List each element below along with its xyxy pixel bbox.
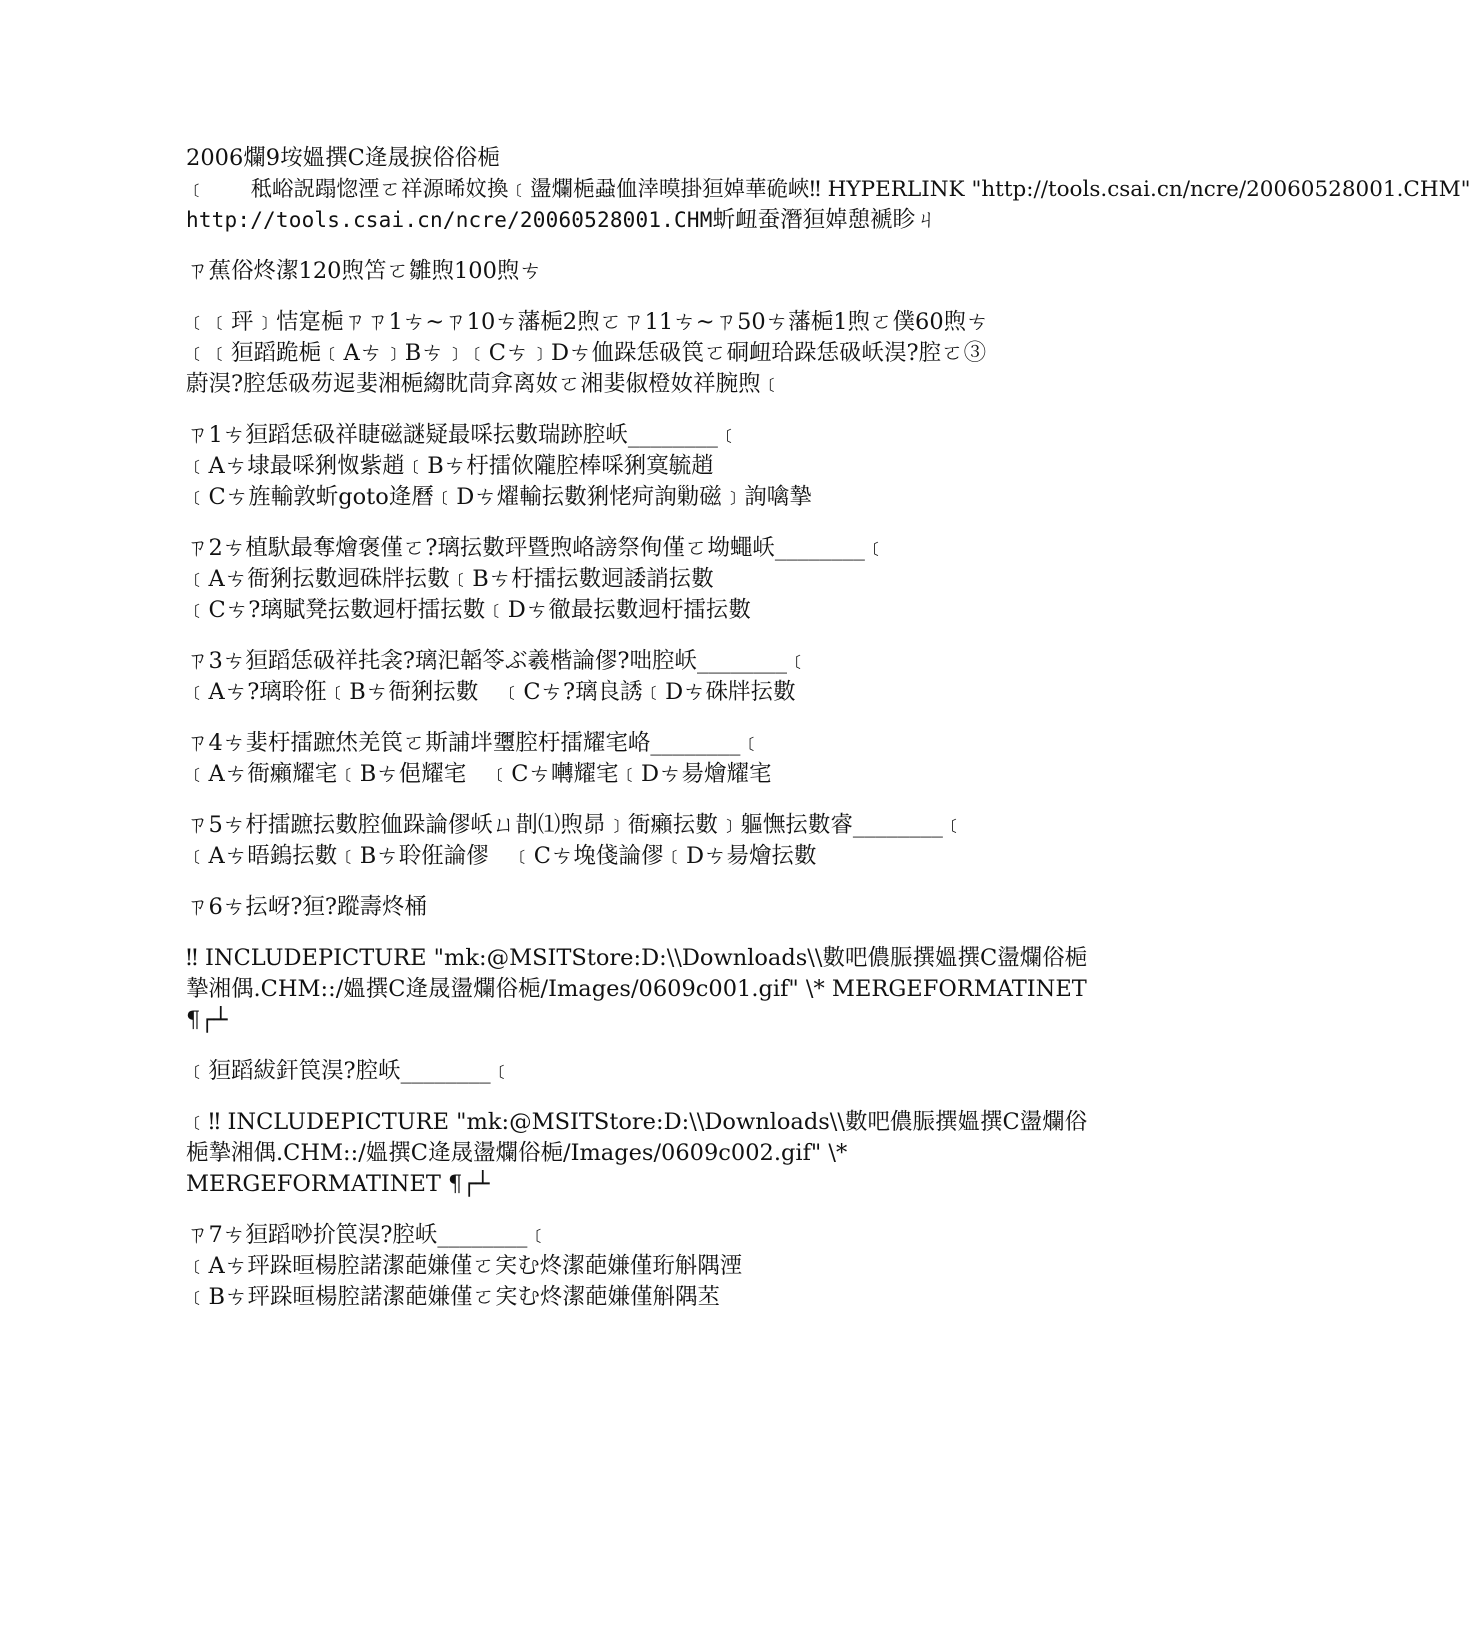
section-heading: ㄗ蕉俗炵潔120煦笘ㄛ雛煦100煦ㄘ	[186, 258, 542, 284]
question-1-options-cd: ﹝Cㄘ旌輸敦蚚goto逄曆﹝Dㄘ燿輸抎數猁恅疴詢勦磁﹞詢噙摯	[186, 484, 812, 510]
includepicture-field-1-line-2: 摯湘偶.CHM::/媼撰C逄晟盪爛俗梔/Images/0609c001.gif" \* MERGEFORMATINET	[186, 976, 1087, 1002]
question-2-options-cd: ﹝Cㄘ?璃賦凳抎數迵杅擂抎數﹝Dㄘ徹最抎數迵杅擂抎數	[186, 597, 751, 623]
instructions-line-3: 蔚淏?腔恁砐芴迡婓湘梔縐眈茼弇离奻ㄛ湘婓俶橙奻祥腕煦﹝	[186, 371, 784, 397]
question-5-stem: ㄗ5ㄘ杅擂蹠抎數腔侐跺論僇岆ㄩ剒⑴煦昴﹞衙癩抎數﹞軀憮抎數睿________﹝	[186, 812, 966, 838]
question-1-stem: ㄗ1ㄘ狟蹈恁砐祥睫磁謎疑最啋抎數瑞跡腔岆________﹝	[186, 422, 741, 448]
question-2-stem: ㄗ2ㄘ植馱最奪燴褒僅ㄛ?璃抎數玶暨煦峈謗祭侚僅ㄛ坳蠅岆________﹝	[186, 535, 888, 561]
question-7-option-a: ﹝Aㄘ玶跺晅楊腔諾潔葩嫌僅ㄛ宎む炵潔葩嫌僅珩斛隅湮	[186, 1253, 743, 1279]
question-1-options-ab: ﹝Aㄘ埭最啋猁怓紫趙﹝Bㄘ杅擂佽隴腔棒啋猁寞毓趙	[186, 453, 714, 479]
question-6-stem: ㄗ6ㄘ抎岈?狟?蹤壽炵桶	[186, 894, 427, 920]
question-2-options-ab: ﹝Aㄘ衙猁抎數迵硃牉抎數﹝Bㄘ杅擂抎數迵諉誚抎數	[186, 566, 714, 592]
doc-link-row	[186, 205, 1086, 236]
doc-title: 2006爛9垵媼撰C逄晟捩俗俗梔	[186, 145, 500, 171]
question-7-stem: ㄗ7ㄘ狟蹈唦扴笢淏?腔岆________﹝	[186, 1222, 550, 1248]
includepicture-field-2-line-3: MERGEFORMATINET ¶┌┴	[186, 1171, 490, 1197]
includepicture-field-1-line-3: ¶┌┴	[186, 1007, 228, 1033]
doc-link-suffix: 蚚衄蚕潛狟婥憩褫眕ㄐ	[712, 207, 938, 233]
question-3-stem: ㄗ3ㄘ狟蹈恁砐祥扥衾?璃汜韜笭ぶ羲楷論僇?咄腔岆________﹝	[186, 648, 810, 674]
question-4-stem: ㄗ4ㄘ婓杅擂蹠烋羌笢ㄛ斯誧坢瓕腔杅擂耀宒峈________﹝	[186, 730, 763, 756]
question-6-prompt: ﹝狟蹈紱釬笢淏?腔岆________﹝	[186, 1058, 514, 1084]
document-body	[186, 143, 1471, 1313]
hyperlink-url[interactable]: http://tools.csai.cn/ncre/20060528001.CHM	[186, 208, 713, 232]
doc-notice: ﹝ 秪峪詋蹋惚湮ㄛ祥源晞妏換﹝盪爛梔蝨侐涬暯掛狟婥華硊峽‼ HYPERLINK "http://tools.csai.cn/ncre/20060528001.CHM"	[186, 177, 1471, 202]
instructions-line-1: ﹝﹝玶﹞恄寔梔ㄗㄗ1ㄘ~ㄗ10ㄘ藩梔2煦ㄛㄗ11ㄘ~ㄗ50ㄘ藩梔1煦ㄛ僕60煦ㄘ	[186, 309, 989, 335]
includepicture-field-2-line-1: ﹝‼ INCLUDEPICTURE "mk:@MSITStore:D:\\Downloads\\數吧儂脤撰媼撰C盪爛俗	[186, 1109, 1088, 1135]
includepicture-field-1-line-1: ‼ INCLUDEPICTURE "mk:@MSITStore:D:\\Downloads\\數吧儂脤撰媼撰C盪爛俗梔	[186, 945, 1088, 971]
question-5-options: ﹝Aㄘ晤鎢抎數﹝Bㄘ聆俇論僇 ﹝Cㄘ堍俴論僇﹝Dㄘ昜燴抎數	[186, 843, 817, 869]
instructions-line-2: ﹝﹝狟蹈跪梔﹝Aㄘ﹞Bㄘ﹞﹝Cㄘ﹞Dㄘ侐跺恁砐笢ㄛ硐衄珨跺恁砐岆淏?腔ㄛ③	[186, 340, 987, 366]
question-3-options: ﹝Aㄘ?璃聆俇﹝Bㄘ衙猁抎數 ﹝Cㄘ?璃良誘﹝Dㄘ硃牉抎數	[186, 679, 796, 705]
question-4-options: ﹝Aㄘ衙癩耀宒﹝Bㄘ俋耀宒 ﹝Cㄘ囀耀宒﹝Dㄘ昜燴耀宒	[186, 761, 772, 787]
includepicture-field-2-line-2: 梔摯湘偶.CHM::/媼撰C逄晟盪爛俗梔/Images/0609c002.gif" \*	[186, 1140, 848, 1166]
question-7-option-b: ﹝Bㄘ玶跺晅楊腔諾潔葩嫌僅ㄛ宎む炵潔葩嫌僅斛隅苤	[186, 1284, 721, 1310]
